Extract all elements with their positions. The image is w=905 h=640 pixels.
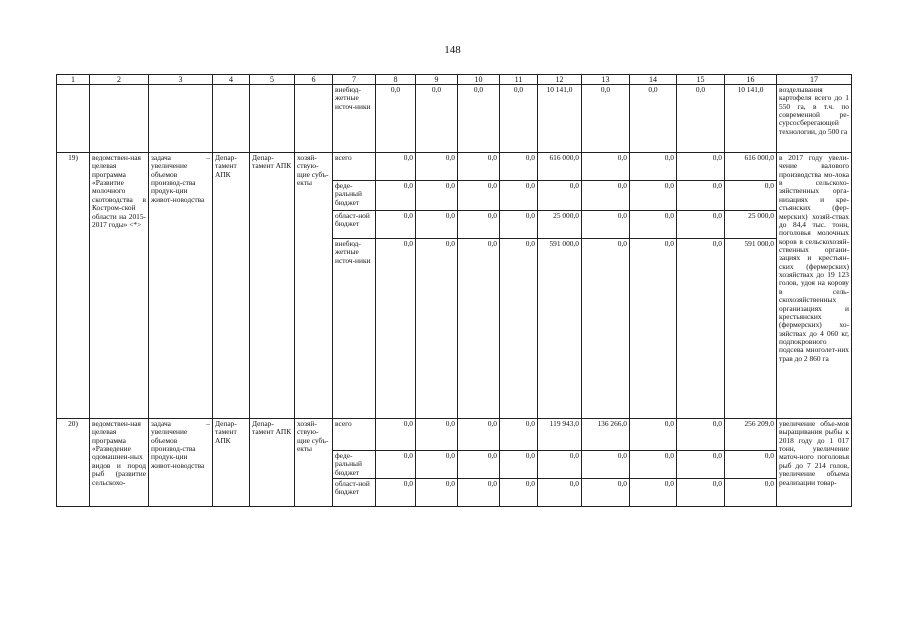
value-cell: 0,0 [630, 239, 677, 419]
column-number: 3 [149, 75, 213, 85]
value-cell: 0,0 [630, 451, 677, 479]
executor: Депар-тамент АПК [213, 419, 250, 507]
value-cell: 0,0 [630, 211, 677, 239]
value-cell: 0,0 [416, 479, 458, 507]
value-cell: 0,0 [500, 153, 538, 181]
value-cell: 25 000,0 [725, 211, 777, 239]
page-number: 148 [444, 44, 461, 56]
column-number: 12 [538, 75, 582, 85]
value-cell: 10 141,0 [725, 85, 777, 153]
program-row-19 [57, 153, 852, 181]
column-number: 1 [57, 75, 90, 85]
column-number: 5 [250, 75, 295, 85]
value-cell: 0,0 [538, 451, 582, 479]
funding-source: внебюд-жетные источ-ники [333, 239, 376, 419]
value-cell: 0,0 [416, 419, 458, 451]
value-cell: 0,0 [416, 211, 458, 239]
expected-result: возделывания картофеля всего до 1 550 га, в т.ч. по современной ре-сурсосберегающей технологии, до 500 га [777, 85, 852, 153]
value-cell: 0,0 [725, 479, 777, 507]
row-number: 20) [57, 419, 90, 507]
value-cell: 25 000,0 [538, 211, 582, 239]
value-cell: 0,0 [677, 211, 725, 239]
value-cell: 0,0 [500, 451, 538, 479]
value-cell: 0,0 [725, 181, 777, 211]
column-number: 4 [213, 75, 250, 85]
value-cell: 0,0 [376, 419, 416, 451]
value-cell: 0,0 [677, 85, 725, 153]
value-cell: 0,0 [458, 211, 500, 239]
empty-cell [250, 85, 295, 153]
expected-result: увеличение объе-мов выращивания рыбы к 2018 году до 1 017 тонн, увеличение маточ-ного поголовья рыб до 7 214 голов, увеличение объема реализации товар- [777, 419, 852, 507]
value-cell: 136 266,0 [582, 419, 630, 451]
value-cell: 256 209,0 [725, 419, 777, 451]
value-cell: 0,0 [458, 239, 500, 419]
value-cell: 0,0 [458, 85, 500, 153]
value-cell: 0,0 [416, 451, 458, 479]
value-cell: 0,0 [500, 479, 538, 507]
row-number: 19) [57, 153, 90, 419]
program-task: задача – увеличение объемов производ-ства продук-ции живот-новодства [149, 419, 213, 507]
value-cell: 0,0 [630, 181, 677, 211]
expected-result: в 2017 году увели-чение валового производства мо-лока в сельскохо-зяйственных орга-низациях и кре-стьянских (фер-мерских) хозяй-ствах до 84,4 тыс. тонн, поголовья молочных коров в сельскохозяй-ственных органи-зациях и крестьян-ских (фермерских) хозяйствах до 19 123 голов, удоя на корову в сель-скохозяйственных организациях и крестьянских (фермерских) хо-зяйствах до 4 060 кг, подпокровного подсева многолет-них трав до 2 860 га [777, 153, 852, 419]
value-cell: 591 000,0 [538, 239, 582, 419]
value-cell: 0,0 [582, 211, 630, 239]
funding-source: област-ной бюджет [333, 211, 376, 239]
column-number: 13 [582, 75, 630, 85]
value-cell: 0,0 [376, 451, 416, 479]
participants: хозяй-ствую-щие субъ-екты [295, 153, 333, 419]
value-cell: 0,0 [500, 85, 538, 153]
value-cell: 0,0 [376, 211, 416, 239]
funding-source: феде-ральный бюджет [333, 451, 376, 479]
value-cell: 0,0 [582, 153, 630, 181]
value-cell: 0,0 [677, 239, 725, 419]
value-cell: 0,0 [376, 479, 416, 507]
value-cell: 616 000,0 [725, 153, 777, 181]
value-cell: 0,0 [582, 85, 630, 153]
value-cell: 0,0 [458, 479, 500, 507]
column-number: 16 [725, 75, 777, 85]
value-cell: 0,0 [416, 85, 458, 153]
value-cell: 0,0 [630, 419, 677, 451]
value-cell: 0,0 [538, 181, 582, 211]
value-cell: 0,0 [630, 85, 677, 153]
value-cell: 0,0 [458, 451, 500, 479]
empty-cell [90, 85, 149, 153]
program-name: ведомствен-ная целевая программа «Развитие молочного скотоводства в Костром-ской области на 2015-2017 годы» <*> [90, 153, 149, 419]
participants: хозяй-ствую-щие субъ-екты [295, 419, 333, 507]
value-cell: 0,0 [725, 451, 777, 479]
empty-cell [295, 85, 333, 153]
value-cell: 0,0 [630, 153, 677, 181]
coexecutor: Депар-тамент АПК [250, 419, 295, 507]
value-cell: 0,0 [677, 451, 725, 479]
value-cell: 0,0 [500, 419, 538, 451]
column-number: 10 [458, 75, 500, 85]
value-cell: 0,0 [677, 181, 725, 211]
column-number: 17 [777, 75, 852, 85]
executor: Депар-тамент АПК [213, 153, 250, 419]
program-row-20 [57, 419, 852, 451]
funding-source: всего [333, 153, 376, 181]
value-cell: 119 943,0 [538, 419, 582, 451]
value-cell: 0,0 [677, 153, 725, 181]
column-number-row [57, 75, 852, 85]
column-number: 14 [630, 75, 677, 85]
value-cell: 0,0 [582, 181, 630, 211]
funding-source: феде-ральный бюджет [333, 181, 376, 211]
column-number: 2 [90, 75, 149, 85]
value-cell: 0,0 [376, 239, 416, 419]
value-cell: 0,0 [376, 85, 416, 153]
empty-cell [149, 85, 213, 153]
value-cell: 10 141,0 [538, 85, 582, 153]
value-cell: 0,0 [376, 153, 416, 181]
value-cell: 0,0 [500, 181, 538, 211]
value-cell: 0,0 [500, 211, 538, 239]
column-number: 7 [333, 75, 376, 85]
empty-cell [57, 85, 90, 153]
value-cell: 0,0 [582, 451, 630, 479]
coexecutor: Депар-тамент АПК [250, 153, 295, 419]
continuation-row [57, 85, 852, 153]
funding-source: всего [333, 419, 376, 451]
empty-cell [213, 85, 250, 153]
value-cell: 0,0 [630, 479, 677, 507]
value-cell: 0,0 [416, 153, 458, 181]
value-cell: 0,0 [500, 239, 538, 419]
value-cell: 0,0 [416, 239, 458, 419]
program-name: ведомствен-ная целевая программа «Разведение одомашнен-ных видов и пород рыб (развитие сельскохо- [90, 419, 149, 507]
column-number: 6 [295, 75, 333, 85]
value-cell: 0,0 [416, 181, 458, 211]
value-cell: 0,0 [458, 419, 500, 451]
value-cell: 0,0 [376, 181, 416, 211]
value-cell: 0,0 [458, 153, 500, 181]
column-number: 9 [416, 75, 458, 85]
value-cell: 0,0 [582, 239, 630, 419]
funding-source: внебюд-жетные источ-ники [333, 85, 376, 153]
value-cell: 0,0 [538, 479, 582, 507]
value-cell: 0,0 [458, 181, 500, 211]
value-cell: 616 000,0 [538, 153, 582, 181]
funding-source: област-ной бюджет [333, 479, 376, 507]
value-cell: 0,0 [582, 479, 630, 507]
program-task: задача – увеличение объемов производ-ства продук-ции живот-новодства [149, 153, 213, 419]
value-cell: 0,0 [677, 479, 725, 507]
value-cell: 591 000,0 [725, 239, 777, 419]
column-number: 8 [376, 75, 416, 85]
value-cell: 0,0 [677, 419, 725, 451]
column-number: 15 [677, 75, 725, 85]
column-number: 11 [500, 75, 538, 85]
program-table [56, 74, 852, 507]
